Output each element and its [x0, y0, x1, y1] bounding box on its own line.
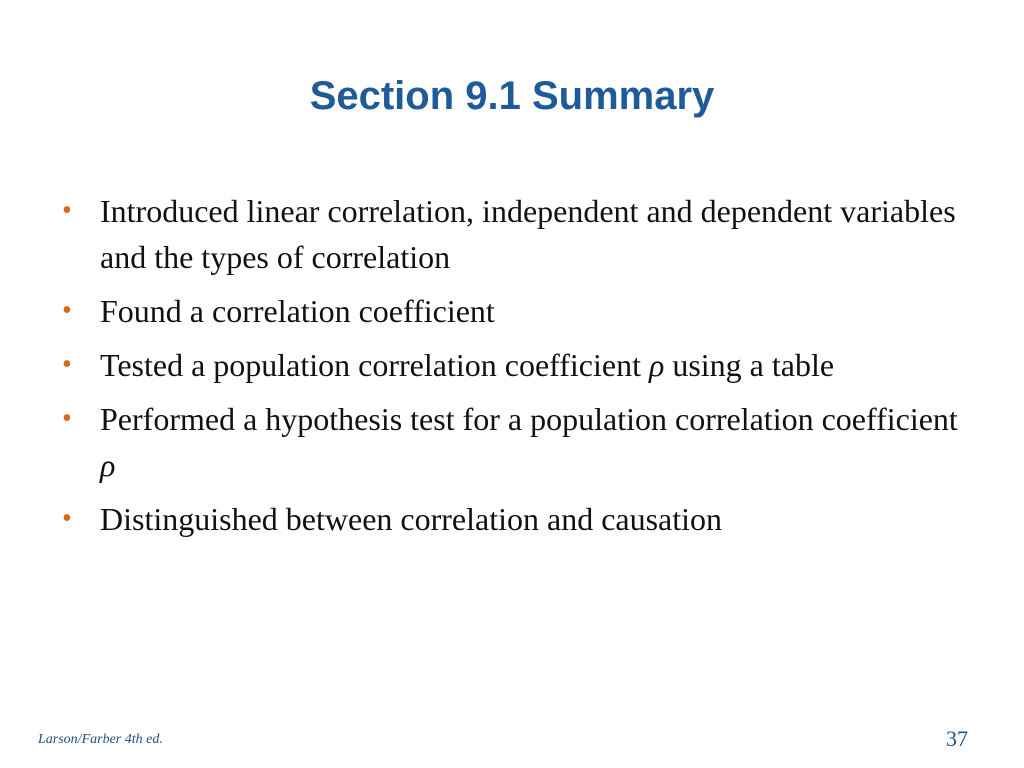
rho-symbol: ρ	[648, 347, 665, 383]
bullet-text-before: Performed a hypothesis test for a population correlation coefficient	[100, 401, 958, 437]
bullet-item-5	[62, 496, 962, 542]
bullet-list	[62, 188, 962, 550]
bullet-marker-icon: •	[62, 403, 72, 434]
footer-source: Larson/Farber 4th ed.	[38, 732, 163, 747]
bullet-text: Introduced linear correlation, independent and dependent variables and the types of correlation	[100, 193, 956, 275]
slide-title: Section 9.1 Summary	[309, 74, 715, 118]
rho-symbol: ρ	[100, 447, 116, 483]
bullet-marker-icon: •	[62, 349, 72, 380]
bullet-marker-icon: •	[62, 503, 72, 534]
page-number: 37	[946, 726, 968, 751]
bullet-item-2	[62, 288, 962, 334]
bullet-text-after: using a table	[664, 347, 835, 383]
bullet-text-before: Tested a population correlation coefficient	[100, 347, 649, 383]
bullet-marker-icon: •	[62, 195, 72, 226]
bullet-marker-icon: •	[62, 295, 72, 326]
bullet-item-1	[62, 188, 962, 280]
bullet-text: Found a correlation coefficient	[100, 293, 495, 329]
bullet-text: Distinguished between correlation and causation	[100, 501, 723, 537]
bullet-item-3	[62, 342, 962, 388]
bullet-item-4	[62, 396, 962, 488]
